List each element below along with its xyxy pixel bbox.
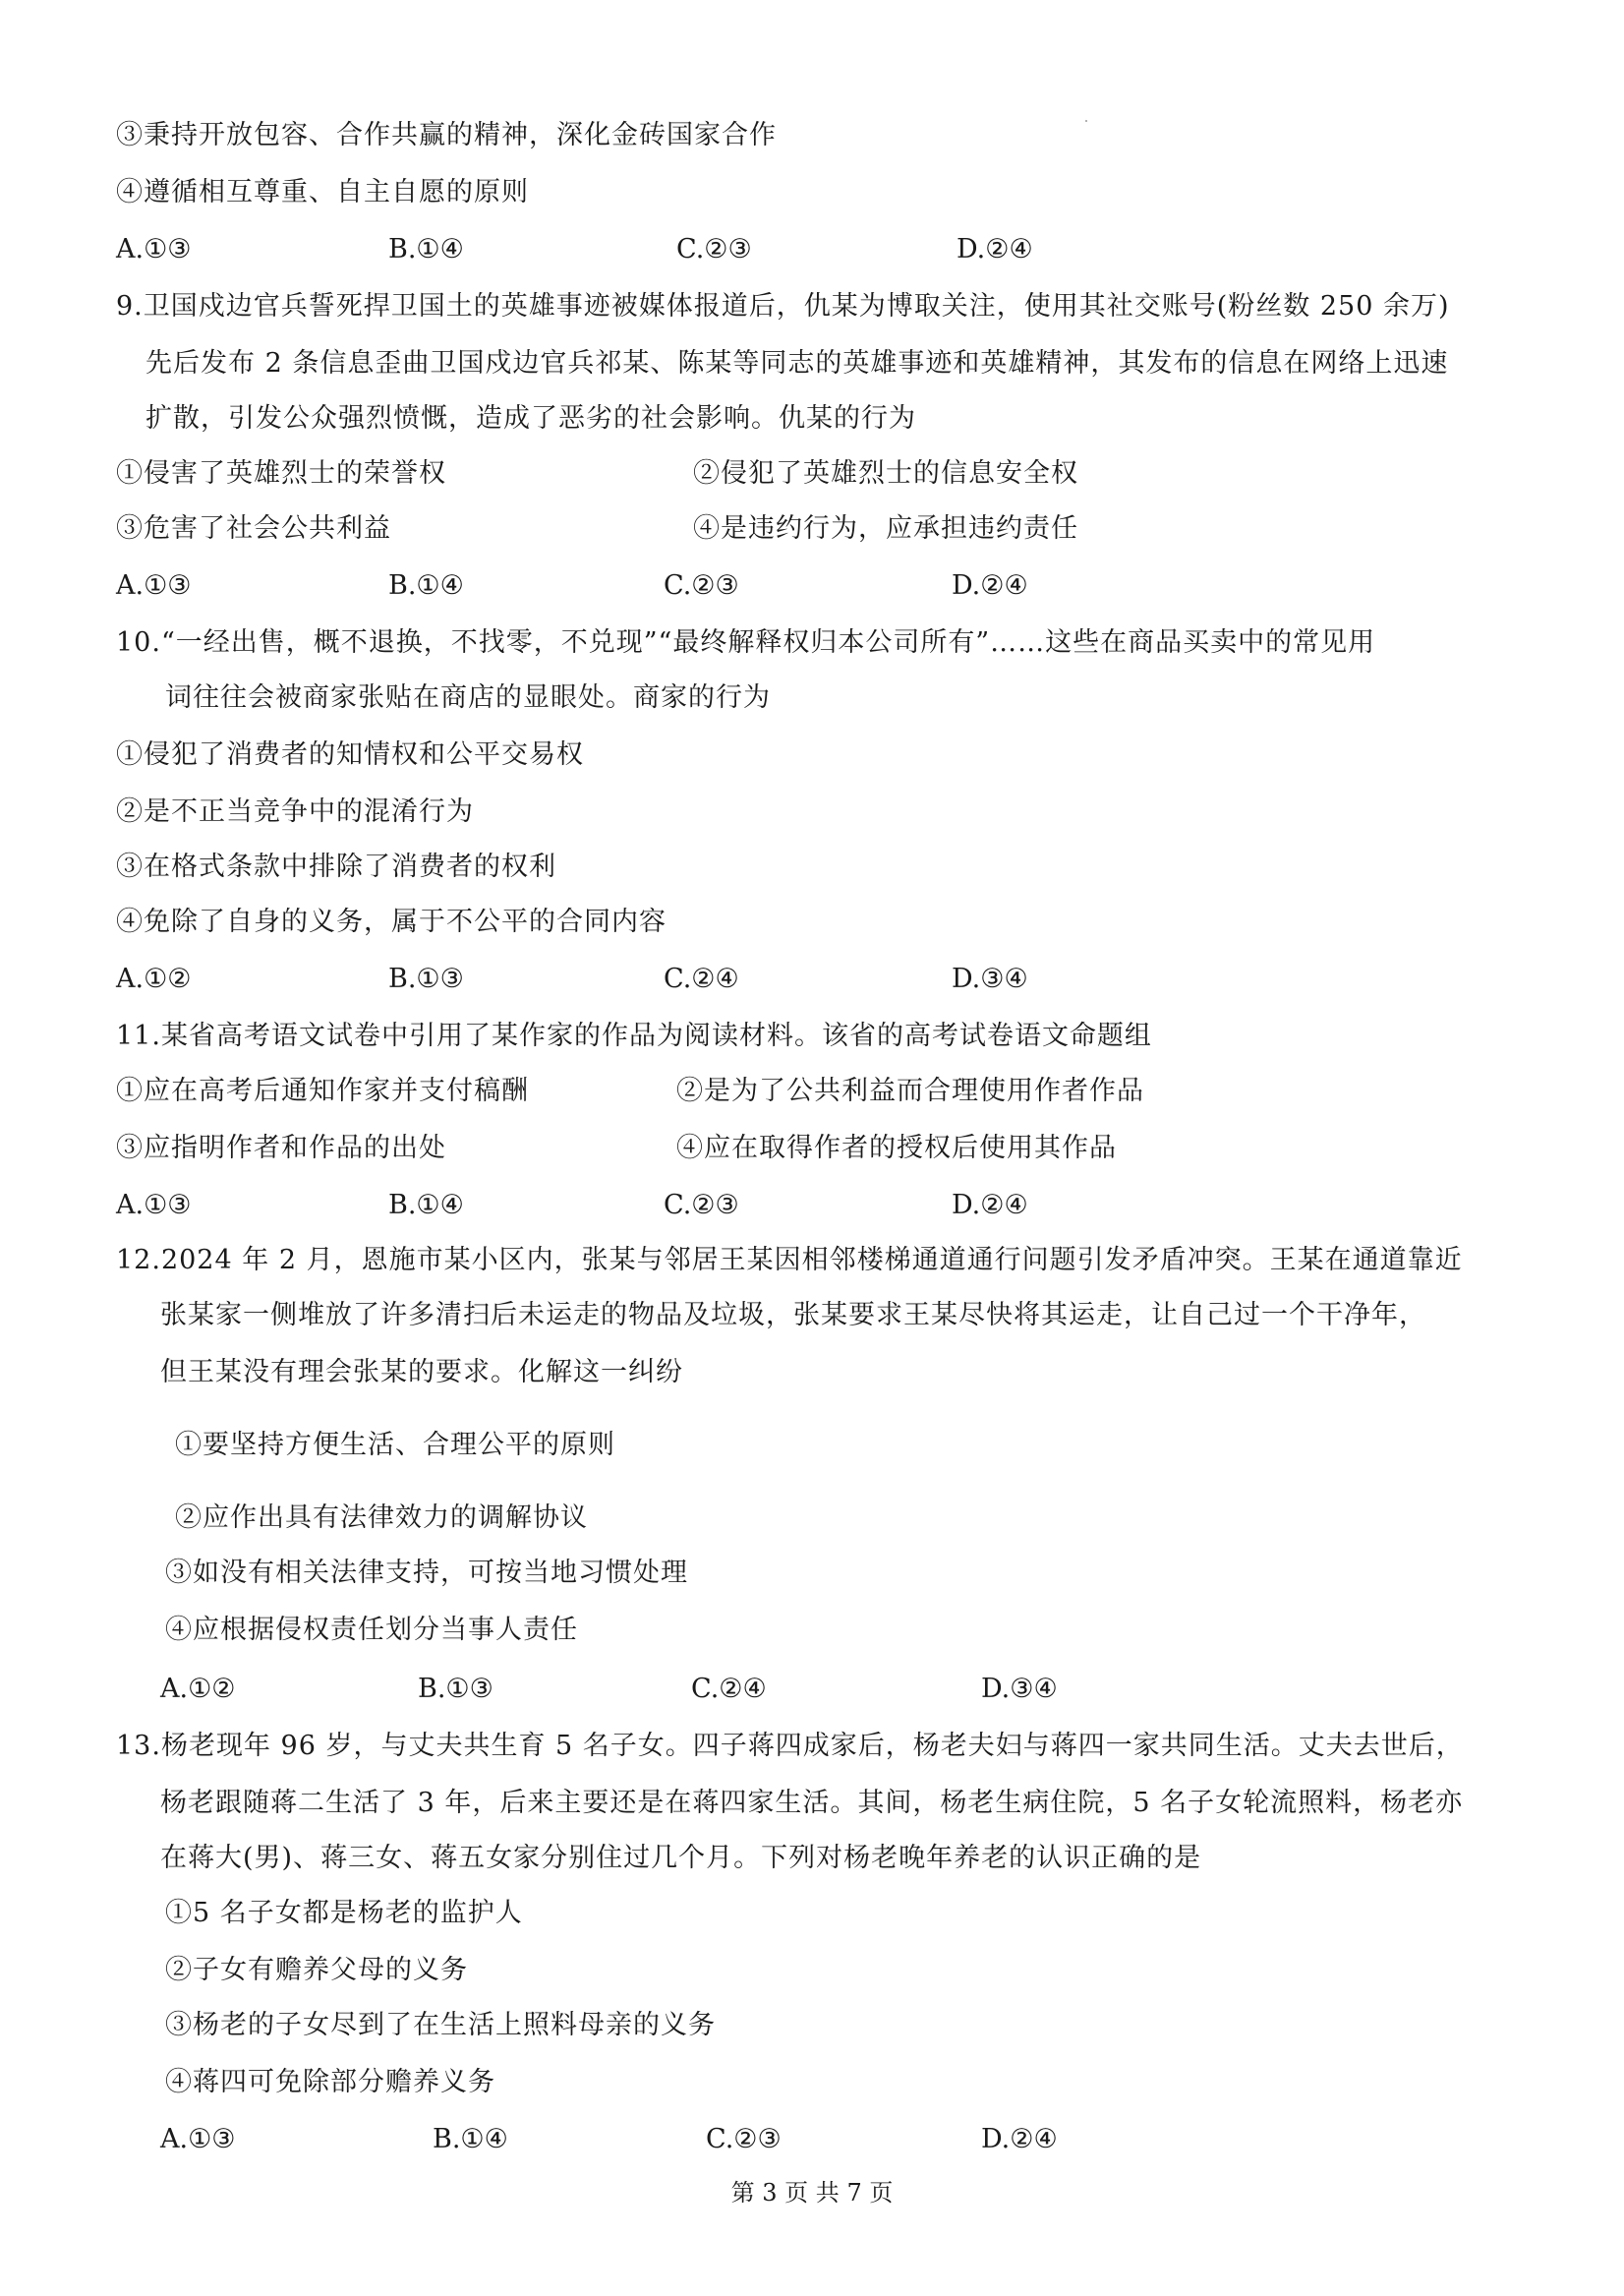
- q9-option-c: C.②③: [664, 570, 739, 601]
- q12-option-a: A.①②: [160, 1674, 236, 1704]
- q12-option-b: B.①③: [418, 1674, 493, 1704]
- q10-option-a: A.①②: [116, 964, 192, 994]
- q8-option-d: D.②④: [957, 234, 1033, 265]
- q9-option-b: B.①④: [388, 570, 464, 601]
- q13-stem-line-3: 在蒋大(男)、蒋三女、蒋五女家分别住过几个月。下列对杨老晚年养老的认识正确的是: [160, 1843, 1202, 1873]
- q12-stem-line-2: 张某家一侧堆放了许多清扫后未运走的物品及垃圾，张某要求王某尽快将其运走，让自己过一个干净年，: [160, 1300, 1426, 1330]
- q11-item-1: ①应在高考后通知作家并支付稿酬: [116, 1076, 529, 1106]
- q13-item-3: ③杨老的子女尽到了在生活上照料母亲的义务: [165, 2010, 716, 2040]
- q9-stem-line-3: 扩散，引发公众强烈愤慨，造成了恶劣的社会影响。仇某的行为: [145, 403, 916, 434]
- q12-item-1: ①要坚持方便生活、合理公平的原则: [175, 1430, 615, 1460]
- q13-item-2: ②子女有赡养父母的义务: [165, 1955, 468, 1985]
- q10-option-b: B.①③: [388, 964, 464, 994]
- q9-item-2: ②侵犯了英雄烈士的信息安全权: [693, 458, 1078, 489]
- q13-option-d: D.②④: [981, 2124, 1058, 2154]
- q10-option-d: D.③④: [952, 964, 1028, 994]
- q11-option-a: A.①③: [116, 1190, 192, 1220]
- q13-item-1: ①5 名子女都是杨老的监护人: [165, 1898, 523, 1928]
- q8-option-a: A.①③: [116, 234, 192, 265]
- q10-item-4: ④免除了自身的义务，属于不公平的合同内容: [116, 907, 667, 937]
- q8-option-c: C.②③: [676, 234, 752, 265]
- q9-option-d: D.②④: [952, 570, 1028, 601]
- q12-item-2: ②应作出具有法律效力的调解协议: [175, 1502, 588, 1533]
- q11-item-2: ②是为了公共利益而合理使用作者作品: [676, 1076, 1144, 1106]
- q9-stem-line-1: 9.卫国戍边官兵誓死捍卫国土的英雄事迹被媒体报道后，仇某为博取关注，使用其社交账号(粉丝数 250 余万): [116, 291, 1450, 322]
- page-number-footer: 第 3 页 共 7 页: [730, 2179, 894, 2207]
- q10-item-3: ③在格式条款中排除了消费者的权利: [116, 852, 556, 882]
- q13-option-b: B.①④: [433, 2124, 508, 2154]
- q10-stem-line-1: 10.“一经出售，概不退换，不找零，不兑现”“最终解释权归本公司所有”……这些在商品买卖中的常见用: [116, 627, 1376, 658]
- q10-stem-line-2: 词往往会被商家张贴在商店的显眼处。商家的行为: [165, 682, 771, 713]
- q13-stem-line-2: 杨老跟随蒋二生活了 3 年，后来主要还是在蒋四家生活。其间，杨老生病住院，5 名子女轮流照料，杨老亦: [160, 1788, 1464, 1818]
- q9-option-a: A.①③: [116, 570, 192, 601]
- q12-stem-line-3: 但王某没有理会张某的要求。化解这一纠纷: [160, 1357, 683, 1387]
- q11-option-d: D.②④: [952, 1190, 1028, 1220]
- q12-option-c: C.②④: [691, 1674, 767, 1704]
- q11-option-c: C.②③: [664, 1190, 739, 1220]
- q11-option-b: B.①④: [388, 1190, 464, 1220]
- q13-option-c: C.②③: [706, 2124, 782, 2154]
- q10-item-2: ②是不正当竞争中的混淆行为: [116, 796, 474, 827]
- scan-speck: [1085, 120, 1087, 122]
- q11-item-3: ③应指明作者和作品的出处: [116, 1133, 446, 1163]
- q12-option-d: D.③④: [981, 1674, 1058, 1704]
- q9-item-4: ④是违约行为，应承担违约责任: [693, 513, 1078, 544]
- q12-item-4: ④应根据侵权责任划分当事人责任: [165, 1615, 578, 1645]
- q8-item-4: ④遵循相互尊重、自主自愿的原则: [116, 177, 529, 207]
- q13-option-a: A.①③: [160, 2124, 236, 2154]
- q9-item-1: ①侵害了英雄烈士的荣誉权: [116, 458, 446, 489]
- q12-item-3: ③如没有相关法律支持，可按当地习惯处理: [165, 1558, 688, 1588]
- q9-stem-line-2: 先后发布 2 条信息歪曲卫国戍边官兵祁某、陈某等同志的英雄事迹和英雄精神，其发布的信息在网络上迅速: [145, 348, 1449, 379]
- q12-stem-line-1: 12.2024 年 2 月，恩施市某小区内，张某与邻居王某因相邻楼梯通道通行问题引发矛盾冲突。王某在通道靠近: [116, 1245, 1463, 1275]
- q10-item-1: ①侵犯了消费者的知情权和公平交易权: [116, 739, 584, 770]
- q13-stem-line-1: 13.杨老现年 96 岁，与丈夫共生育 5 名子女。四子蒋四成家后，杨老夫妇与蒋四一家共同生活。丈夫去世后，: [116, 1731, 1464, 1761]
- q9-item-3: ③危害了社会公共利益: [116, 513, 391, 544]
- q8-item-3: ③秉持开放包容、合作共赢的精神，深化金砖国家合作: [116, 120, 777, 150]
- q11-stem-line-1: 11.某省高考语文试卷中引用了某作家的作品为阅读材料。该省的高考试卷语文命题组: [116, 1021, 1152, 1051]
- q10-option-c: C.②④: [664, 964, 739, 994]
- q11-item-4: ④应在取得作者的授权后使用其作品: [676, 1133, 1117, 1163]
- q8-option-b: B.①④: [388, 234, 464, 265]
- q13-item-4: ④蒋四可免除部分赡养义务: [165, 2067, 495, 2097]
